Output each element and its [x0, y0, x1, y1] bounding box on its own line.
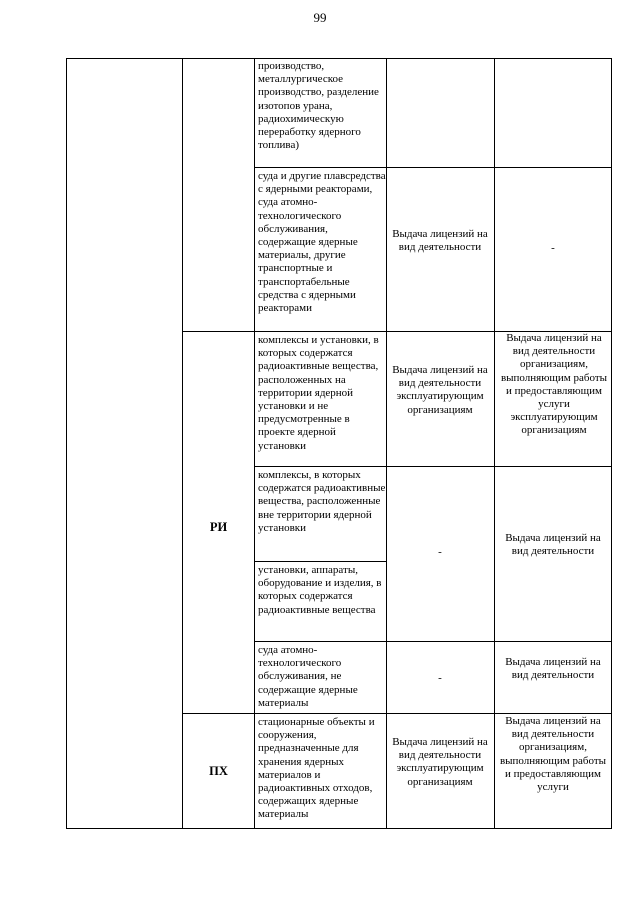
page-number: 99 — [313, 10, 327, 25]
row-divider — [254, 167, 612, 168]
row-divider — [254, 641, 612, 642]
row-6-col5: Выдача лицензий на вид деятельности — [505, 656, 601, 682]
row-3-col4: Выдача лицензий на вид деятельности эксплуатирующим организациям — [392, 364, 488, 416]
row-4-description: комплексы, в которых содержатся радиоактивные вещества, расположенные вне территории ядерной установки — [258, 469, 386, 534]
row-6-col4: - — [438, 672, 442, 684]
row-divider — [254, 466, 612, 467]
row-7-col5: Выдача лицензий на вид деятельности организациям, выполняющим работы и предоставляющим услуги — [499, 715, 607, 794]
row-1-description: производство, металлургическое производство, разделение изотопов урана, радиохимическую переработку ядерного топлива) — [258, 60, 379, 152]
row-3-col5: Выдача лицензий на вид деятельности организациям, выполняющим работы и предоставляющим услуги эксплуатирующим организациям — [500, 332, 608, 437]
row-2-description: суда и другие плавсредства с ядерными реакторами, суда атомно-технологического обслуживания, содержащие ядерные материалы, другие транспортные и транспортабельные средства с ядерными реакторами — [258, 170, 386, 315]
row-7-col4: Выдача лицензий на вид деятельности эксплуатирующим организациям — [392, 736, 488, 788]
row-4-5-col4: - — [438, 546, 442, 558]
code-ri: РИ — [209, 520, 228, 534]
code-px: ПХ — [209, 764, 228, 778]
row-divider — [254, 561, 386, 562]
row-2-col4: Выдача лицензий на вид деятельности — [392, 228, 488, 254]
row-2-col5: - — [551, 242, 555, 254]
row-7-description: стационарные объекты и сооружения, предназначенные для хранения ядерных материалов и радиоактивных отходов, содержащих ядерные материалы — [258, 716, 375, 821]
row-divider — [182, 713, 612, 714]
row-6-description: суда атомно-технологического обслуживания, не содержащие ядерные материалы — [258, 644, 358, 709]
row-5-description: установки, аппараты, оборудование и изделия, в которых содержатся радиоактивные вещества — [258, 564, 382, 616]
row-3-description: комплексы и установки, в которых содержатся радиоактивные вещества, расположенных на территории ядерной установки и не предусмотренные в проекте ядерной установки — [258, 334, 379, 452]
row-4-5-col5: Выдача лицензий на вид деятельности — [505, 532, 601, 558]
